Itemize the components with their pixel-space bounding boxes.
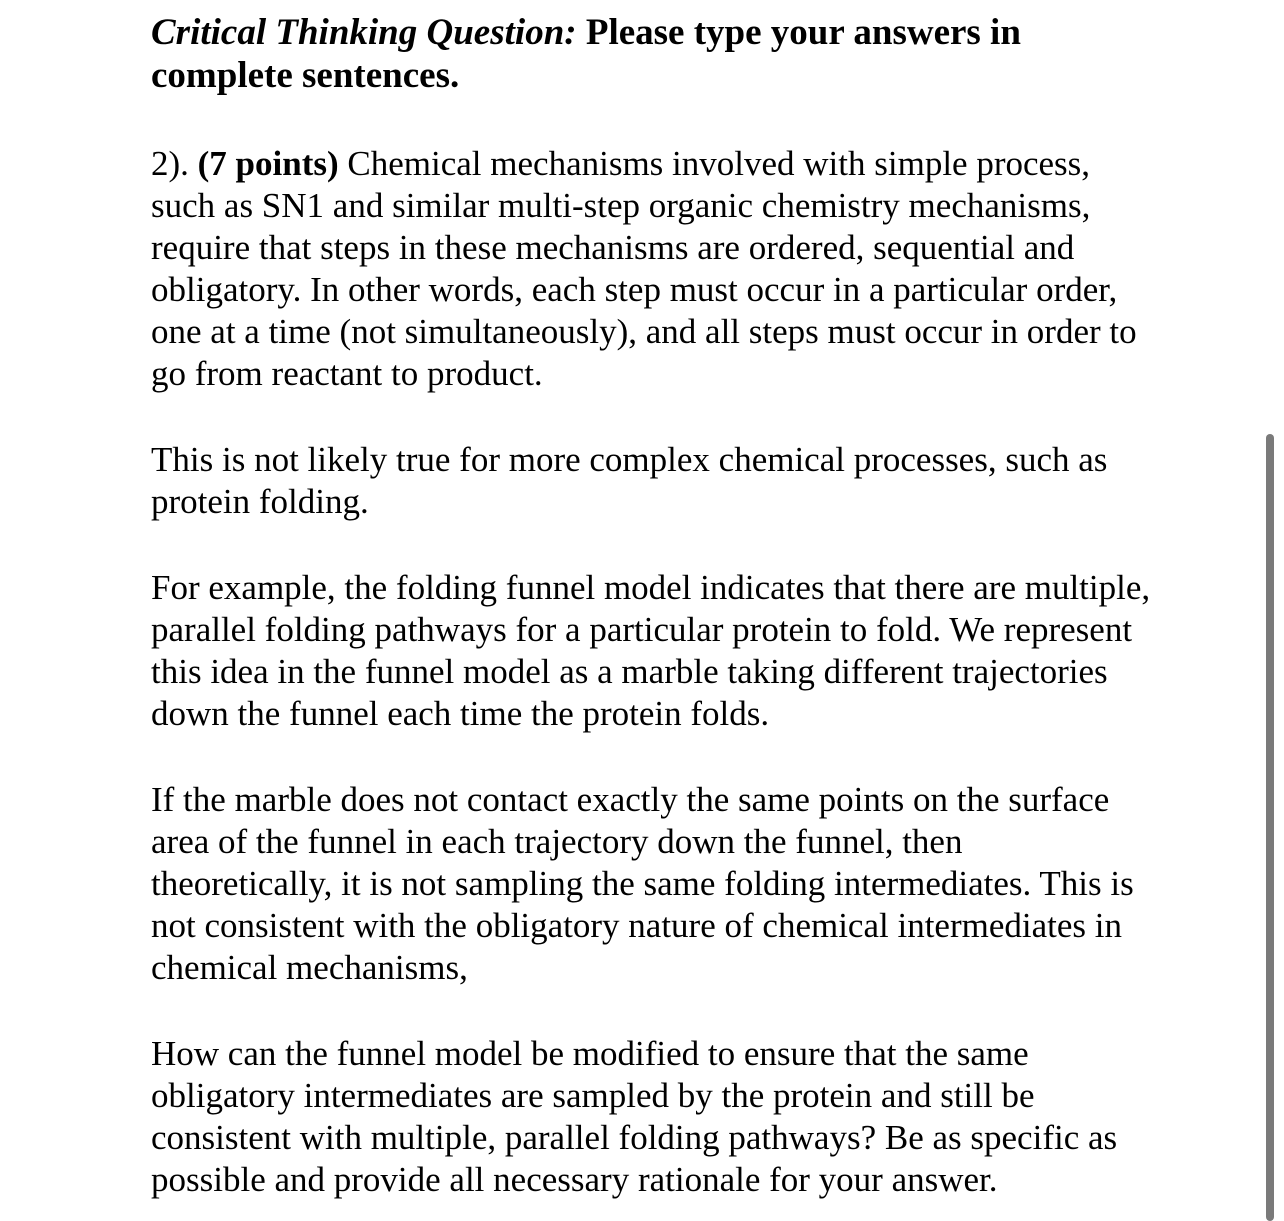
heading-instruction: Please type your answers in complete sentences.: [151, 12, 1021, 96]
question-intro-paragraph: [151, 143, 1151, 395]
vertical-scrollbar[interactable]: [1266, 434, 1274, 1221]
question-intro-text: Chemical mechanisms involved with simple process, such as SN1 and similar multi-step organic chemistry mechanisms, require that steps in these mechanisms are ordered, sequential and obligatory. In other words, each step must occur in a particular order, one at a time (not simultaneously), and all steps must occur in order to go from reactant to product.: [151, 144, 1137, 393]
question-number: 2).: [151, 144, 198, 183]
question-points: (7 points): [197, 144, 339, 183]
section-heading: [151, 11, 1151, 97]
question-paragraph: For example, the folding funnel model indicates that there are multiple, parallel folding pathways for a particular protein to fold. We represent this idea in the funnel model as a marble taking different trajectories down the funnel each time the protein folds.: [151, 568, 1151, 733]
question-paragraph: If the marble does not contact exactly the same points on the surface area of the funnel in each trajectory down the funnel, then theoretically, it is not sampling the same folding intermediates. This is not consistent with the obligatory nature of chemical intermediates in chemical mechanisms,: [151, 780, 1134, 987]
question-paragraph: This is not likely true for more complex chemical processes, such as protein folding.: [151, 440, 1108, 521]
heading-label: Critical Thinking Question:: [151, 12, 577, 53]
question-paragraph: How can the funnel model be modified to ensure that the same obligatory intermediates are sampled by the protein and still be consistent with multiple, parallel folding pathways? Be as specific as possible and provide all necessary rationale for your answer.: [151, 1034, 1118, 1199]
